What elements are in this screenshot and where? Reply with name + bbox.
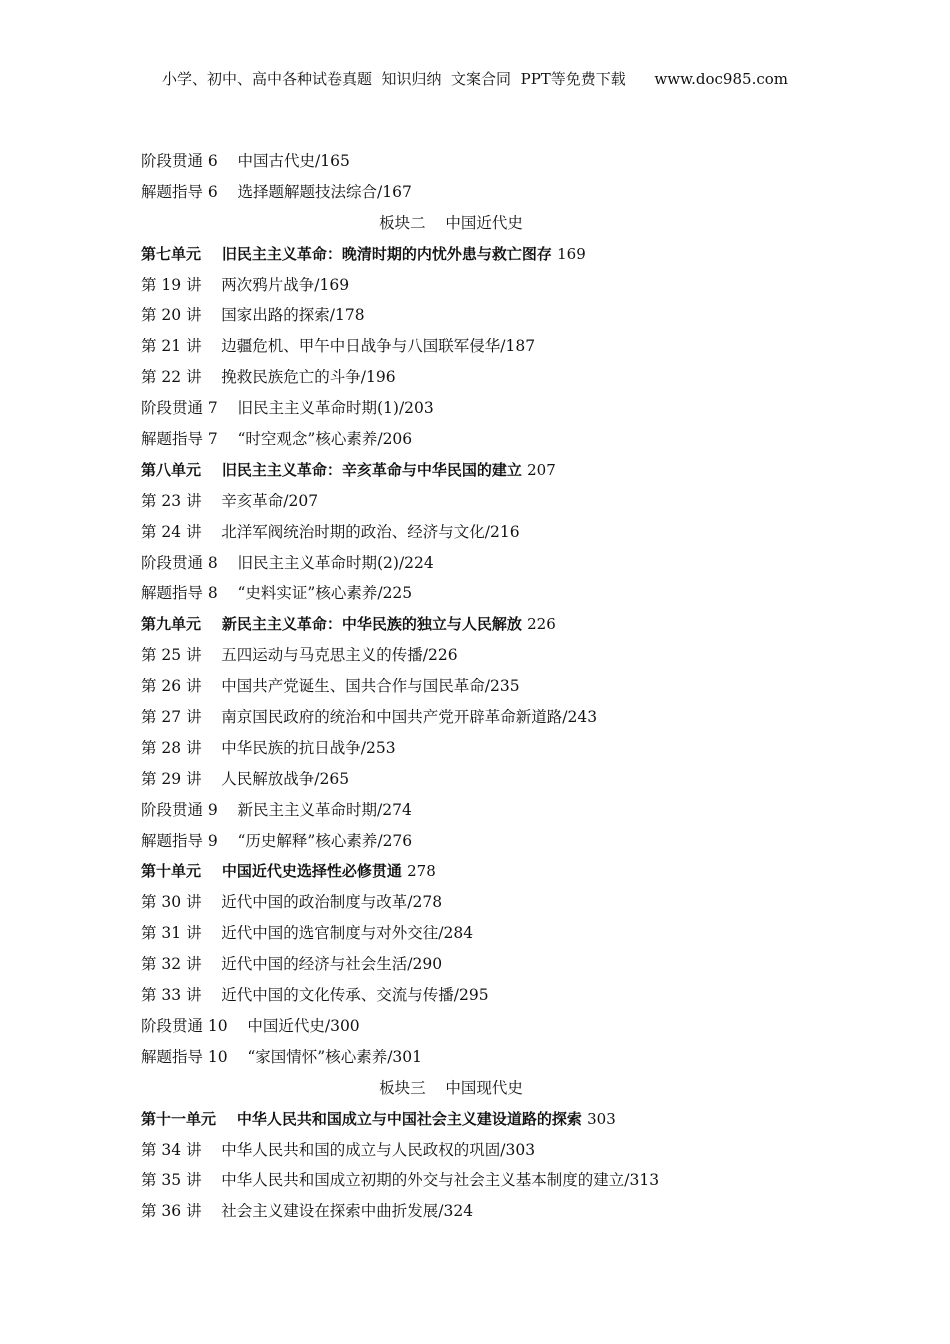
unit-page-number: 169 [557,244,586,263]
toc-entry: 第 22 讲 挽救民族危亡的斗争/196 [141,368,396,387]
toc-entry: 第 28 讲 中华民族的抗日战争/253 [141,738,396,757]
toc-entry: 解题指导 10 “家国情怀”核心素养/301 [141,1047,423,1066]
unit-title: 第七单元 旧民主主义革命：晚清时期的内忧外患与救亡图存 [141,244,552,263]
toc-entry: 第 35 讲 中华人民共和国成立初期的外交与社会主义基本制度的建立/313 [141,1171,660,1190]
unit-page-number: 278 [407,862,436,881]
toc-entry: 解题指导 7 “时空观念”核心素养/206 [141,430,413,449]
toc-entry: 阶段贯通 10 中国近代史/300 [141,1016,360,1035]
unit-title: 第九单元 新民主主义革命：中华民族的独立与人民解放 [141,615,522,634]
toc-unit-heading [141,1104,821,1135]
toc-unit-heading [141,609,821,640]
toc-unit-heading [141,239,821,270]
toc-entry: 第 20 讲 国家出路的探索/178 [141,306,365,325]
toc-block-heading: 板块二 中国近代史 [379,213,523,232]
toc-entry: 第 29 讲 人民解放战争/265 [141,769,350,788]
table-of-contents [141,146,821,1227]
toc-entry: 第 23 讲 辛亥革命/207 [141,491,319,510]
toc-entry: 第 32 讲 近代中国的经济与社会生活/290 [141,955,443,974]
toc-entry: 第 21 讲 边疆危机、甲午中日战争与八国联军侵华/187 [141,337,536,356]
toc-entry: 第 36 讲 社会主义建设在探索中曲折发展/324 [141,1202,474,1221]
unit-page-number: 303 [587,1109,616,1128]
toc-entry: 解题指导 8 “史料实证”核心素养/225 [141,584,413,603]
unit-page-number: 207 [527,460,556,479]
toc-entry: 第 30 讲 近代中国的政治制度与改革/278 [141,893,443,912]
toc-entry: 第 26 讲 中国共产党诞生、国共合作与国民革命/235 [141,677,520,696]
toc-unit-heading [141,856,821,887]
page-header: 小学、初中、高中各种试卷真题 知识归纳 文案合同 PPT等免费下载 www.doc985.com [161,70,788,88]
toc-entry: 第 24 讲 北洋军阀统治时期的政治、经济与文化/216 [141,522,520,541]
toc-entry: 第 33 讲 近代中国的文化传承、交流与传播/295 [141,986,489,1005]
toc-entry: 解题指导 6 选择题解题技法综合/167 [141,182,412,201]
toc-entry: 阶段贯通 8 旧民主主义革命时期(2)/224 [141,553,434,572]
toc-entry: 阶段贯通 9 新民主主义革命时期/274 [141,800,412,819]
unit-title: 第十单元 中国近代史选择性必修贯通 [141,862,402,881]
unit-page-number: 226 [527,615,556,634]
unit-title: 第八单元 旧民主主义革命：辛亥革命与中华民国的建立 [141,460,522,479]
toc-entry: 第 34 讲 中华人民共和国的成立与人民政权的巩固/303 [141,1140,536,1159]
toc-block-heading: 板块三 中国现代史 [379,1078,523,1097]
toc-unit-heading [141,455,821,486]
toc-entry: 第 31 讲 近代中国的选官制度与对外交往/284 [141,924,474,943]
toc-entry: 阶段贯通 6 中国古代史/165 [141,152,350,170]
toc-entry: 解题指导 9 “历史解释”核心素养/276 [141,831,413,850]
toc-entry: 第 27 讲 南京国民政府的统治和中国共产党开辟革命新道路/243 [141,708,598,727]
toc-entry: 第 19 讲 两次鸦片战争/169 [141,275,350,294]
unit-title: 第十一单元 中华人民共和国成立与中国社会主义建设道路的探索 [141,1109,582,1128]
toc-entry: 阶段贯通 7 旧民主主义革命时期(1)/203 [141,399,434,418]
toc-entry: 第 25 讲 五四运动与马克思主义的传播/226 [141,646,458,665]
